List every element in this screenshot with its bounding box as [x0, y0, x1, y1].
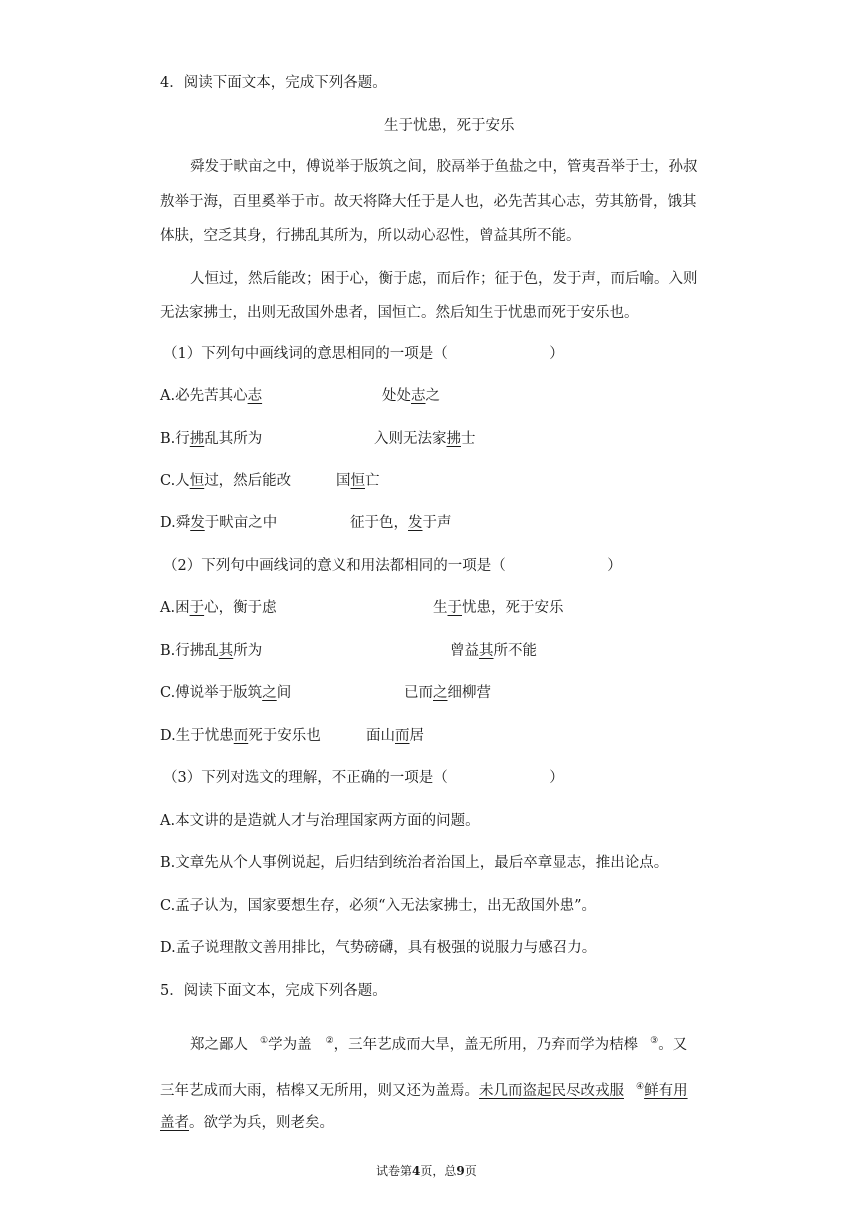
option-a-right: 生于忧患，死于安乐	[433, 600, 564, 616]
option-d-left: D.生于忧患而死于安乐也	[160, 728, 321, 744]
passage-title: 生于忧患，死于安乐	[384, 118, 515, 134]
option-b-left: B.行拂乱其所为	[160, 643, 263, 659]
option-a-left: A.困于心，衡于虑	[160, 600, 277, 616]
sub-question-1-stem: （1）下列句中画线词的意思相同的一项是（ ）	[163, 346, 564, 362]
option-c-left: C.人恒过，然后能改	[160, 473, 292, 489]
option-c: C.孟子认为，国家要想生存，必须“入无法家拂士，出无敌国外患”。	[160, 898, 597, 914]
option-d-right: 征于色，发于声	[350, 515, 452, 531]
passage-line: 盖者。欲学为兵，则老矣。	[160, 1115, 334, 1131]
option-b-right: 曾益其所不能	[450, 643, 537, 659]
page-footer: 试卷第4页，总9页	[376, 1164, 477, 1178]
sub-question-3-stem: （3）下列对选文的理解，不正确的一项是（ ）	[163, 770, 564, 786]
option-a: A.本文讲的是造就人才与治理国家两方面的问题。	[160, 813, 480, 829]
passage-line: 三年艺成而大雨，桔槔又无所用，则又还为盖焉。未几而盗起民尽改戎服 ④鲜有用	[160, 1082, 688, 1099]
option-d-right: 面山而居	[366, 728, 424, 744]
option-d: D.孟子说理散文善用排比，气势磅礴，具有极强的说服力与感召力。	[160, 940, 597, 956]
option-b-left: B.行拂乱其所为	[160, 431, 263, 447]
page-number: 4	[412, 1164, 421, 1178]
footnote-marker: ②	[325, 1036, 334, 1046]
question-4-heading: 4．阅读下面文本，完成下列各题。	[160, 75, 387, 91]
option-c-right: 国恒亡	[336, 473, 380, 489]
passage-line: 人恒过，然后能改；困于心，衡于虑，而后作；征于色，发于声，而后喻。入则	[190, 271, 698, 287]
page-total: 9	[456, 1164, 465, 1178]
passage-line: 郑之鄙人 ①学为盖 ②，三年艺成而大旱，盖无所用，乃弃而学为桔槔 ③。又	[190, 1036, 688, 1053]
option-b: B.文章先从个人事例说起，后归结到统治者治国上，最后卒章显志，推出论点。	[160, 855, 669, 871]
option-d-left: D.舜发于畎亩之中	[160, 515, 278, 531]
option-c-left: C.傅说举于版筑之间	[160, 685, 292, 701]
footnote-marker: ④	[636, 1082, 645, 1092]
passage-line: 敖举于海，百里奚举于市。故天将降大任于是人也，必先苦其心志，劳其筋骨，饿其	[160, 194, 697, 210]
option-a-right: 处处志之	[382, 388, 440, 404]
sub-question-2-stem: （2）下列句中画线词的意义和用法都相同的一项是（ ）	[163, 558, 622, 574]
passage-line: 无法家拂士，出则无敌国外患者，国恒亡。然后知生于忧患而死于安乐也。	[160, 305, 639, 321]
question-5-heading: 5．阅读下面文本，完成下列各题。	[160, 983, 387, 999]
option-a-left: A.必先苦其心志	[160, 388, 263, 404]
passage-line: 舜发于畎亩之中，傅说举于版筑之间，胶鬲举于鱼盐之中，管夷吾举于士，孙叔	[190, 159, 698, 175]
option-c-right: 已而之细柳营	[404, 685, 491, 701]
footnote-marker: ①	[260, 1036, 269, 1046]
option-b-right: 入则无法家拂士	[374, 431, 476, 447]
passage-line: 体肤，空乏其身，行拂乱其所为，所以动心忍性，曾益其所不能。	[160, 228, 581, 244]
footnote-marker: ③	[650, 1036, 659, 1046]
